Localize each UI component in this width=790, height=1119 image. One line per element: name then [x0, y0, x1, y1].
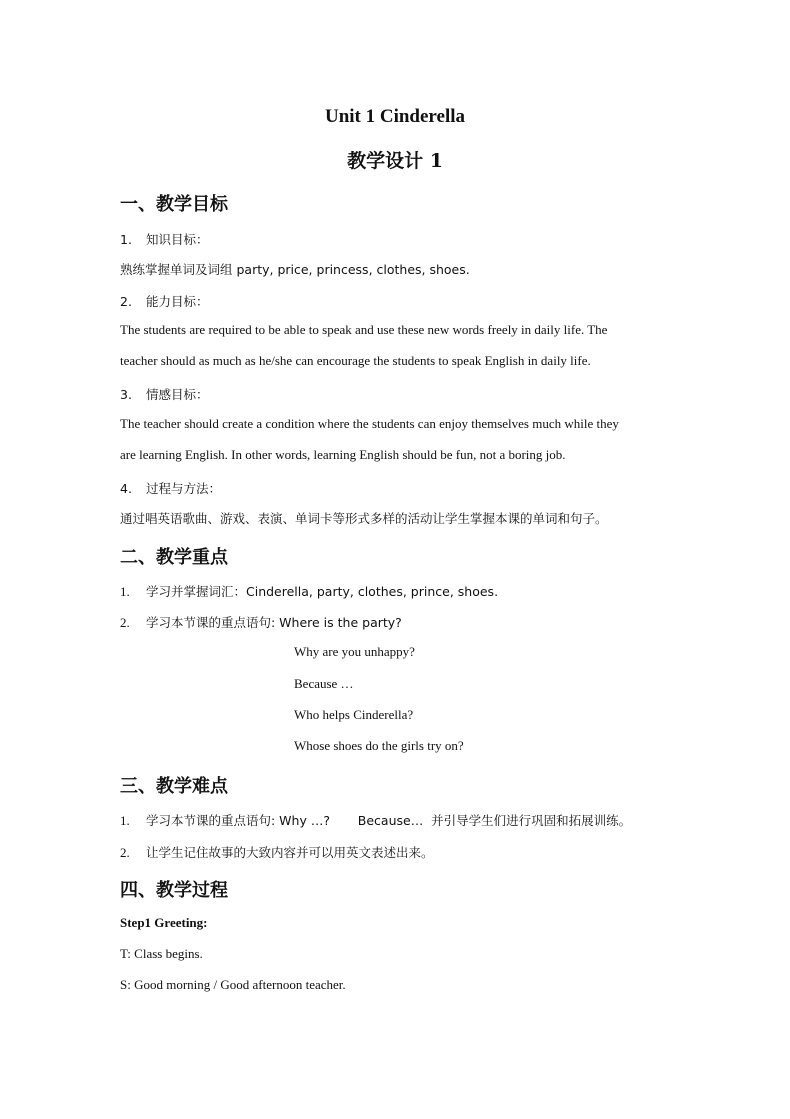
teacher-line: T: Class begins. — [120, 946, 203, 961]
list-number: 2. — [120, 845, 130, 860]
document-title: Unit 1 Cinderella — [324, 106, 466, 127]
heading-process: 四、教学过程 — [120, 880, 228, 901]
key-point-1 — [120, 582, 498, 600]
list-text: 学习本节课的重点语句: Why …? Because… 并引导学生们进行巩固和拓展训练。 — [146, 813, 632, 828]
paragraph-text: 熟练掌握单词及词组 party, price, princess, clothes, shoes. — [120, 262, 470, 277]
list-text: 学习并掌握词汇：Cinderella, party, clothes, prince, shoes. — [146, 584, 499, 599]
objective-3-text-line1: The teacher should create a condition where the students can enjoy themselves much while they — [120, 416, 619, 431]
document-subtitle: 教学设计 1 — [347, 150, 443, 172]
student-line: S: Good morning / Good afternoon teacher. — [120, 977, 346, 992]
list-number: 3. — [120, 387, 132, 402]
list-number: 1. — [120, 232, 132, 247]
list-label: 知识目标： — [146, 232, 209, 247]
key-sentence: Because … — [294, 676, 354, 691]
objective-3-label — [120, 385, 209, 403]
list-text: 让学生记住故事的大致内容并可以用英文表述出来。 — [146, 845, 434, 860]
list-number: 2. — [120, 294, 132, 309]
key-point-2 — [120, 613, 402, 631]
list-number: 2. — [120, 615, 130, 630]
heading-objectives: 一、教学目标 — [120, 194, 228, 215]
objective-3-text-line2: are learning English. In other words, learning English should be fun, not a boring job. — [120, 447, 566, 462]
objective-4-label — [120, 479, 221, 497]
objective-1-label — [120, 230, 209, 248]
key-sentence: Why are you unhappy? — [294, 644, 415, 659]
difficulty-1 — [120, 811, 631, 829]
list-number: 4. — [120, 481, 132, 496]
objective-2-text-line1: The students are required to be able to speak and use these new words freely in daily life. The — [120, 322, 608, 337]
objective-1-text — [120, 260, 470, 278]
objective-2-label — [120, 292, 209, 310]
list-label: 情感目标： — [146, 387, 209, 402]
key-sentence: Whose shoes do the girls try on? — [294, 738, 464, 753]
difficulty-2 — [120, 843, 434, 861]
list-number: 1. — [120, 813, 130, 828]
heading-key-points: 二、教学重点 — [120, 547, 228, 568]
list-label: 过程与方法： — [146, 481, 222, 496]
list-label: 能力目标： — [146, 294, 209, 309]
objective-4-text: 通过唱英语歌曲、游戏、表演、单词卡等形式多样的活动让学生掌握本课的单词和句子。 — [120, 511, 608, 526]
heading-difficulties: 三、教学难点 — [120, 776, 228, 797]
objective-2-text-line2: teacher should as much as he/she can encourage the students to speak English in daily life. — [120, 353, 591, 368]
list-number: 1. — [120, 584, 130, 599]
key-sentence: Who helps Cinderella? — [294, 707, 414, 722]
list-text: 学习本节课的重点语句: Where is the party? — [146, 615, 402, 630]
step1-title: Step1 Greeting: — [120, 915, 208, 930]
